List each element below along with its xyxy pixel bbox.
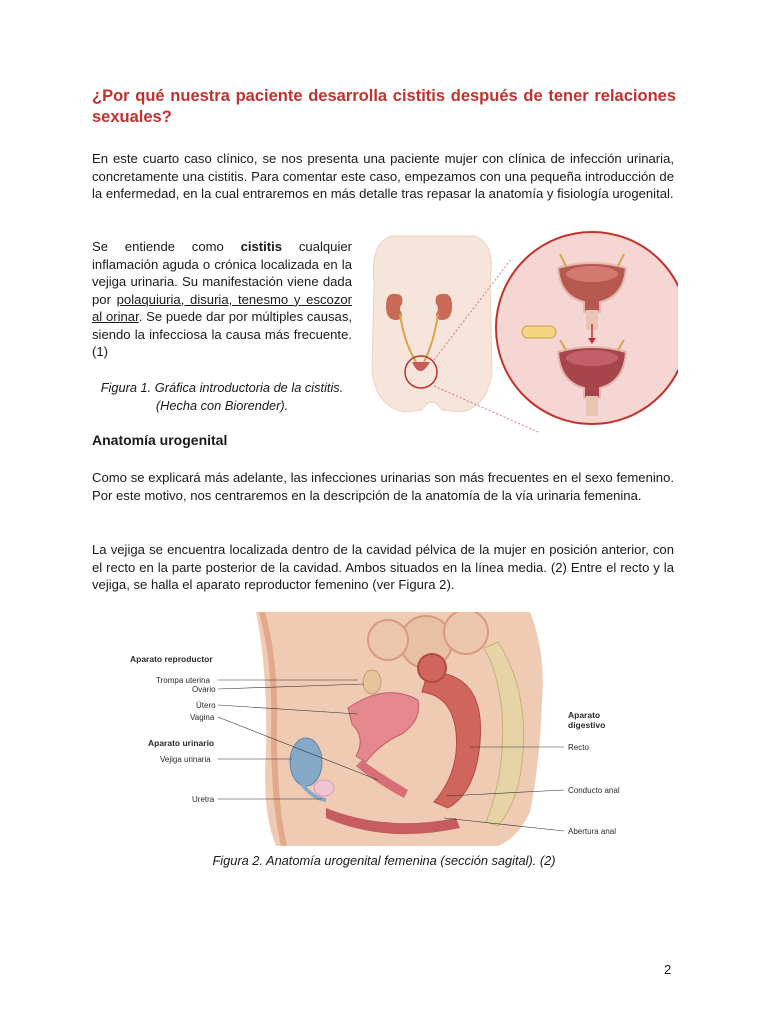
label-aparato-digestivo-1: Aparato [568,710,601,720]
label-conducto-anal: Conducto anal [568,786,620,795]
cistitis-text-after: . Se puede dar por múltiples causas, siendo la infecciosa la causa más frecuente. (1) [92,309,352,359]
label-trompa: Trompa uterina [156,676,210,685]
cistitis-text-before: Se entiende como [92,239,241,254]
symptoms-text: polaquiuria, disuria, tenesmo y escozor al orinar [92,291,353,324]
label-vejiga: Vejiga urinaria [160,755,211,764]
intro-paragraph: En este cuarto caso clínico, se nos presenta una paciente mujer con clínica de infección urinaria, concretamente una cistitis. Para comentar este caso, empezamos con una pequeña introducción de la enfermedad, en la cual entraremos en más detalle tras repasar la anatomía y fisiología urogenital. [92,151,674,201]
label-abertura-anal: Abertura anal [568,827,617,836]
page-title: ¿Por qué nuestra paciente desarrolla cistitis después de tener relaciones sexuales? [92,87,676,126]
anatomy-paragraph-1: Como se explicará más adelante, las infecciones urinarias son más frecuentes en el sexo femenino. Por este motivo, nos centraremos en la descripción de la anatomía de la vía urinaria femenina. [92,470,674,503]
bacterium-icon [522,326,556,338]
figure2-caption: Figura 2. Anatomía urogenital femenina (sección sagital). (2) [212,853,556,868]
bladder [290,738,322,786]
anatomy-paragraph-2: La vejiga se encuentra localizada dentro de la cavidad pélvica de la mujer en posición anterior, con el recto en la parte posterior de la cavidad. Ambos situados en la línea media. (2) Entre el recto y la vejiga, se halla el aparato reproductor femenino (ver Figura 2). [92,542,674,592]
figure2-illustration [126,612,646,846]
figure1-illustration [362,222,678,436]
torso-silhouette [372,236,492,412]
label-utero: Útero [196,701,216,710]
label-uretra: Uretra [192,795,215,804]
label-vagina: Vagina [190,713,215,722]
label-aparato-reproductor: Aparato reproductor [130,654,213,664]
label-aparato-urinario: Aparato urinario [148,738,215,748]
label-aparato-digestivo-2: digestivo [568,720,606,730]
cistitis-text-middle: cualquier inflamación aguda o crónica localizada en la vejiga urinaria. Su manifestación viene dada por [92,239,353,307]
page-number: 2 [664,962,672,977]
cistitis-paragraph [92,238,352,361]
label-recto: Recto [568,743,589,752]
section-heading: Anatomía urogenital [92,432,228,448]
figure1-caption: Figura 1. Gráfica introductoria de la cistitis. (Hecha con Biorender). [100,380,344,413]
label-ovario: Ovario [192,685,216,694]
cistitis-term: cistitis [240,239,283,254]
